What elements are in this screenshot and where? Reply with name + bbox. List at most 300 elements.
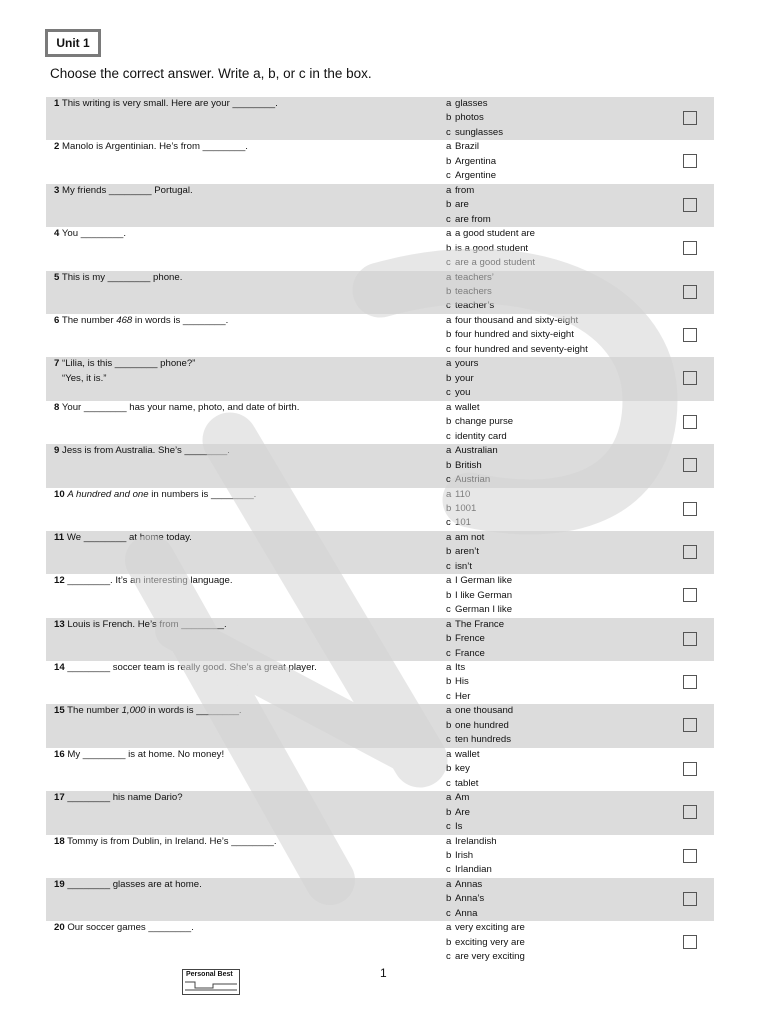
question-row	[46, 531, 714, 574]
answer-box[interactable]	[683, 285, 697, 299]
answer-option	[446, 430, 666, 444]
option-text: aren’t	[455, 546, 479, 558]
answer-option	[446, 820, 666, 834]
option-letter: a	[446, 228, 452, 240]
unit-label: Unit 1	[45, 29, 101, 57]
question-row	[46, 878, 714, 921]
option-letter: c	[446, 821, 451, 833]
answer-options	[446, 791, 666, 834]
answer-option	[446, 806, 666, 820]
option-letter: b	[446, 676, 452, 688]
option-letter: c	[446, 387, 451, 399]
answer-option	[446, 401, 666, 415]
answer-box[interactable]	[683, 892, 697, 906]
answer-box[interactable]	[683, 241, 697, 255]
option-letter: a	[446, 705, 452, 717]
option-text: exciting very are	[455, 936, 525, 948]
answer-option	[446, 762, 666, 776]
option-text: your	[455, 372, 474, 384]
question-number: 1	[54, 98, 60, 109]
answer-option	[446, 502, 666, 516]
answer-options	[446, 704, 666, 747]
question-row	[46, 748, 714, 791]
option-text: Australian	[455, 445, 498, 457]
option-text: photos	[455, 112, 484, 124]
question-number: 3	[54, 184, 60, 196]
answer-option	[446, 719, 666, 733]
question-stem	[54, 444, 434, 458]
answer-options	[446, 314, 666, 357]
option-text: four thousand and sixty-eight	[455, 314, 579, 326]
option-letter: c	[446, 560, 451, 572]
answer-option	[446, 878, 666, 892]
answer-option	[446, 473, 666, 487]
answer-option	[446, 921, 666, 935]
answer-option	[446, 459, 666, 473]
question-row	[46, 140, 714, 183]
option-letter: c	[446, 864, 451, 876]
question-row	[46, 271, 714, 314]
question-text: in words is ________.	[132, 314, 229, 326]
option-letter: b	[446, 502, 452, 514]
question-row	[46, 618, 714, 661]
answer-options	[446, 574, 666, 617]
answer-option	[446, 777, 666, 791]
option-text: Austrian	[455, 473, 491, 485]
answer-option	[446, 574, 666, 588]
answer-option	[446, 531, 666, 545]
question-row	[46, 574, 714, 617]
question-row	[46, 227, 714, 270]
answer-options	[446, 444, 666, 487]
option-letter: c	[446, 213, 451, 225]
question-number: 5	[54, 271, 60, 283]
option-text: France	[455, 647, 485, 659]
question-number: 7	[54, 358, 60, 370]
answer-options	[446, 184, 666, 227]
option-text: ten hundreds	[455, 734, 512, 746]
answer-option	[446, 690, 666, 704]
option-letter: b	[446, 329, 452, 341]
question-stem	[54, 835, 434, 849]
option-text: from	[455, 184, 475, 196]
option-letter: c	[446, 517, 451, 529]
question-stem	[54, 531, 434, 545]
option-text: teacher’s	[455, 300, 495, 312]
question-number: 2	[54, 141, 60, 153]
option-text: Argentine	[455, 170, 497, 182]
answer-option	[446, 936, 666, 950]
answer-options	[446, 878, 666, 921]
answer-box[interactable]	[683, 805, 697, 819]
answer-box[interactable]	[683, 198, 697, 212]
option-letter: a	[446, 531, 452, 543]
question-row	[46, 791, 714, 834]
option-letter: a	[446, 618, 452, 630]
question-text: Louis is French. He’s from ________.	[67, 618, 227, 630]
option-text: Anna	[455, 907, 478, 919]
answer-box[interactable]	[683, 502, 697, 516]
question-text: My ________ is at home. No money!	[67, 748, 225, 760]
answer-options	[446, 140, 666, 183]
question-text: This is my ________ phone.	[61, 271, 183, 283]
question-number: 9	[54, 445, 60, 457]
option-text: Irish	[455, 850, 474, 862]
question-stem	[54, 140, 434, 154]
option-text: am not	[455, 531, 485, 543]
answer-box[interactable]	[683, 545, 697, 559]
answer-box[interactable]	[683, 111, 697, 125]
answer-options	[446, 748, 666, 791]
question-text: Your ________ has your name, photo, and date of birth.	[61, 401, 300, 413]
answer-option	[446, 213, 666, 227]
option-text: is a good student	[455, 242, 529, 254]
answer-options	[446, 835, 666, 878]
question-number: 14	[54, 662, 65, 674]
option-letter: b	[446, 893, 452, 905]
option-text: tablet	[455, 777, 479, 789]
option-letter: a	[446, 314, 452, 326]
option-letter: c	[446, 777, 451, 789]
answer-option	[446, 632, 666, 646]
answer-option	[446, 169, 666, 183]
option-letter: a	[446, 792, 452, 804]
question-row	[46, 921, 714, 964]
answer-option	[446, 488, 666, 502]
answer-box[interactable]	[683, 762, 697, 776]
answer-options	[446, 618, 666, 661]
answer-option	[446, 256, 666, 270]
question-text: You ________.	[61, 228, 127, 240]
question-number: 18	[54, 835, 65, 847]
question-stem	[54, 271, 434, 285]
option-letter: b	[446, 199, 452, 211]
question-stem	[54, 704, 434, 718]
option-letter: c	[446, 604, 451, 616]
question-list	[46, 97, 714, 965]
question-row	[46, 184, 714, 227]
answer-box[interactable]	[683, 154, 697, 168]
answer-option	[446, 849, 666, 863]
answer-option	[446, 516, 666, 530]
question-text: “Lilia, is this ________ phone?”	[62, 358, 196, 370]
option-text: Are	[455, 806, 470, 818]
answer-option	[446, 357, 666, 371]
question-row	[46, 444, 714, 487]
option-text: are a good student	[455, 256, 536, 268]
answer-option	[446, 603, 666, 617]
question-text: This writing is very small. Here are your ________.	[61, 98, 278, 109]
answer-option	[446, 227, 666, 241]
option-text: The France	[455, 618, 505, 630]
option-letter: c	[446, 343, 451, 355]
question-text: Tommy is from Dublin, in Ireland. He’s ________.	[67, 835, 277, 847]
option-letter: a	[446, 445, 452, 457]
answer-option	[446, 791, 666, 805]
option-text: Her	[455, 690, 471, 702]
logo-text: Personal Best	[186, 971, 233, 978]
answer-option	[446, 733, 666, 747]
answer-option	[446, 198, 666, 212]
question-stem	[54, 184, 434, 198]
question-text: Manolo is Argentinian. He’s from ________.	[62, 141, 248, 153]
question-text: The number	[61, 314, 117, 326]
question-stem	[54, 357, 434, 386]
answer-box[interactable]	[683, 632, 697, 646]
option-letter: c	[446, 473, 451, 485]
question-stem	[54, 488, 434, 502]
option-letter: a	[446, 575, 452, 587]
option-letter: c	[446, 951, 451, 963]
question-text: ________ his name Dario?	[67, 792, 183, 804]
question-row	[46, 488, 714, 531]
option-letter: a	[446, 358, 452, 370]
option-letter: b	[446, 763, 452, 775]
question-stem	[54, 748, 434, 762]
answer-options	[446, 227, 666, 270]
answer-option	[446, 343, 666, 357]
option-text: 1001	[455, 502, 477, 514]
option-text: Is	[455, 821, 463, 833]
option-text: German I like	[455, 604, 513, 616]
question-number: 12	[54, 575, 65, 587]
answer-option	[446, 704, 666, 718]
answer-option	[446, 748, 666, 762]
answer-box[interactable]	[683, 718, 697, 732]
answer-option	[446, 950, 666, 964]
option-letter: b	[446, 155, 452, 167]
option-letter: a	[446, 488, 452, 500]
answer-box[interactable]	[683, 415, 697, 429]
answer-option	[446, 299, 666, 313]
answer-options	[446, 661, 666, 704]
option-letter: b	[446, 589, 452, 601]
question-row	[46, 97, 714, 140]
answer-box[interactable]	[683, 849, 697, 863]
option-letter: b	[446, 416, 452, 428]
option-letter: c	[446, 907, 451, 919]
question-number: 4	[54, 228, 60, 240]
answer-option	[446, 545, 666, 559]
answer-options	[446, 357, 666, 400]
question-text-emphasis: 468	[116, 314, 133, 326]
question-stem	[54, 661, 434, 675]
question-stem	[54, 618, 434, 632]
option-text: Irlandian	[455, 864, 492, 876]
option-text: are	[455, 199, 469, 211]
question-stem	[54, 401, 434, 415]
answer-option	[446, 863, 666, 877]
option-text: isn’t	[455, 560, 473, 572]
question-row	[46, 401, 714, 444]
answer-options	[446, 488, 666, 531]
option-text: wallet	[455, 401, 480, 413]
question-number: 13	[54, 618, 65, 630]
question-text: We ________ at home today.	[66, 531, 192, 543]
answer-option	[446, 242, 666, 256]
question-stem	[54, 97, 434, 111]
answer-option	[446, 647, 666, 661]
question-number: 8	[54, 401, 60, 413]
option-letter: a	[446, 401, 452, 413]
question-number: 11	[54, 531, 65, 543]
answer-option	[446, 126, 666, 140]
question-row	[46, 704, 714, 747]
answer-option	[446, 444, 666, 458]
option-letter: b	[446, 633, 452, 645]
option-letter: c	[446, 430, 451, 442]
question-text: My friends ________ Portugal.	[62, 184, 193, 196]
question-text-emphasis: 1,000	[121, 705, 146, 717]
answer-option	[446, 661, 666, 675]
option-text: yours	[455, 358, 479, 370]
answer-option	[446, 589, 666, 603]
option-letter: b	[446, 719, 452, 731]
question-text: Jess is from Australia. She’s ________.	[62, 445, 230, 457]
option-text: Frence	[455, 633, 485, 645]
answer-option	[446, 907, 666, 921]
option-text: one hundred	[455, 719, 509, 731]
answer-options	[446, 97, 666, 140]
answer-option	[446, 314, 666, 328]
answer-box[interactable]	[683, 588, 697, 602]
answer-box[interactable]	[683, 371, 697, 385]
option-letter: b	[446, 546, 452, 558]
option-text: 110	[455, 488, 471, 500]
option-text: 101	[455, 517, 472, 529]
option-text: teachers’	[455, 271, 494, 283]
answer-options	[446, 401, 666, 444]
question-text: ________ glasses are at home.	[67, 879, 202, 891]
option-text: very exciting are	[455, 922, 525, 934]
answer-option	[446, 140, 666, 154]
answer-option	[446, 386, 666, 400]
option-letter: b	[446, 459, 452, 471]
option-letter: b	[446, 936, 452, 948]
page-number: 1	[380, 966, 387, 980]
answer-option	[446, 372, 666, 386]
option-text: glasses	[455, 98, 488, 109]
question-stem	[54, 791, 434, 805]
answer-box[interactable]	[683, 935, 697, 949]
question-text: ________ soccer team is really good. She’s a great player.	[67, 662, 317, 674]
answer-options	[446, 271, 666, 314]
option-text: change purse	[455, 416, 514, 428]
option-text: Irelandish	[455, 835, 497, 847]
answer-option	[446, 560, 666, 574]
question-number: 16	[54, 748, 65, 760]
answer-box[interactable]	[683, 458, 697, 472]
question-text: The number	[67, 705, 122, 717]
option-letter: b	[446, 242, 452, 254]
personal-best-logo	[182, 969, 240, 995]
answer-option	[446, 285, 666, 299]
answer-box[interactable]	[683, 328, 697, 342]
option-text: Its	[455, 662, 466, 674]
option-letter: b	[446, 806, 452, 818]
question-stem	[54, 314, 434, 328]
option-text: a good student are	[455, 228, 536, 240]
question-text-line2: “Yes, it is.”	[62, 372, 107, 384]
option-letter: a	[446, 879, 452, 891]
question-number: 10	[54, 488, 65, 500]
question-text: in numbers is ________.	[148, 488, 257, 500]
option-text: I like German	[455, 589, 513, 601]
option-text: Argentina	[455, 155, 497, 167]
option-text: are from	[455, 213, 491, 225]
answer-option	[446, 97, 666, 111]
option-text: Anna’s	[455, 893, 485, 905]
question-number: 20	[54, 922, 65, 934]
option-text: teachers	[455, 285, 492, 297]
option-letter: b	[446, 285, 452, 297]
answer-option	[446, 835, 666, 849]
option-letter: a	[446, 662, 452, 674]
question-text-emphasis: A hundred and one	[67, 488, 149, 500]
option-letter: c	[446, 647, 451, 659]
option-letter: c	[446, 170, 451, 182]
answer-option	[446, 618, 666, 632]
option-text: one thousand	[455, 705, 514, 717]
option-letter: b	[446, 850, 452, 862]
answer-option	[446, 184, 666, 198]
option-text: are very exciting	[455, 951, 525, 963]
option-text: sunglasses	[455, 126, 503, 138]
question-row	[46, 661, 714, 704]
option-text: you	[455, 387, 471, 399]
option-text: His	[455, 676, 469, 688]
question-text: in words is ________.	[145, 705, 242, 717]
question-row	[46, 314, 714, 357]
option-letter: a	[446, 922, 452, 934]
answer-option	[446, 675, 666, 689]
option-letter: a	[446, 748, 452, 760]
option-text: key	[455, 763, 470, 775]
answer-box[interactable]	[683, 675, 697, 689]
question-row	[46, 357, 714, 400]
option-letter: b	[446, 112, 452, 124]
option-letter: a	[446, 835, 452, 847]
question-number: 19	[54, 879, 65, 891]
option-text: wallet	[455, 748, 480, 760]
question-stem	[54, 878, 434, 892]
option-text: British	[455, 459, 482, 471]
answer-option	[446, 328, 666, 342]
answer-options	[446, 531, 666, 574]
option-letter: a	[446, 98, 452, 109]
option-text: four hundred and sixty-eight	[455, 329, 574, 341]
option-text: Annas	[455, 879, 483, 891]
question-text: ________. It’s an interesting language.	[67, 575, 233, 587]
option-letter: c	[446, 300, 451, 312]
option-text: Brazil	[455, 141, 479, 153]
answer-option	[446, 892, 666, 906]
option-text: I German like	[455, 575, 513, 587]
answer-option	[446, 271, 666, 285]
question-stem	[54, 574, 434, 588]
answer-option	[446, 155, 666, 169]
answer-options	[446, 921, 666, 964]
question-number: 17	[54, 792, 65, 804]
option-letter: c	[446, 256, 451, 268]
option-letter: a	[446, 271, 452, 283]
option-letter: c	[446, 126, 451, 138]
option-letter: a	[446, 184, 452, 196]
option-letter: a	[446, 141, 452, 153]
question-text: Our soccer games ________.	[67, 922, 194, 934]
question-stem	[54, 227, 434, 241]
option-letter: b	[446, 372, 452, 384]
